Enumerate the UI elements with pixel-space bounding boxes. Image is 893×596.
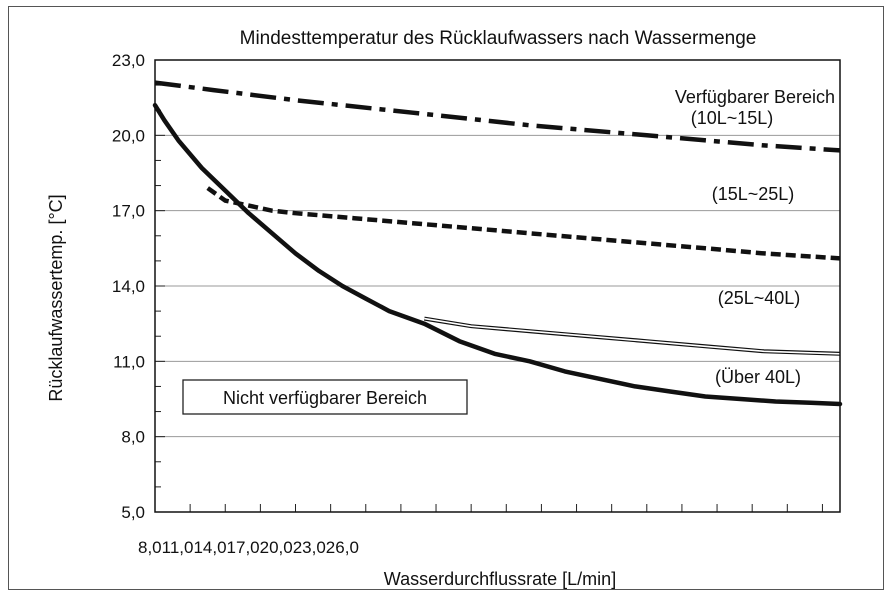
y-tick-label: 20,0 bbox=[111, 126, 145, 146]
series-lines bbox=[155, 83, 840, 404]
annotation-range-10-15: (10L~15L) bbox=[690, 108, 774, 128]
y-tick-label: 14,0 bbox=[111, 277, 145, 296]
x-axis-label: Wasserdurchflussrate [L/min] bbox=[383, 569, 617, 589]
y-tick-label: 23,0 bbox=[111, 51, 145, 70]
y-axis-label: Rücklaufwassertemp. [°C] bbox=[46, 194, 66, 402]
series-line-over-40 bbox=[155, 105, 840, 404]
y-tick-label: 17,0 bbox=[111, 201, 145, 221]
y-tick-labels bbox=[112, 51, 145, 522]
annotation-range-25-40: (25L~40L) bbox=[717, 288, 801, 308]
series-line-25-40 bbox=[424, 319, 840, 354]
y-tick-label: 5,0 bbox=[121, 503, 145, 522]
annotation-available-title: Verfügbarer Bereich bbox=[674, 87, 835, 107]
chart-title: Mindesttemperatur des Rücklaufwassers nach Wassermenge bbox=[239, 28, 757, 49]
x-minor-ticks bbox=[190, 504, 822, 512]
y-tick-label: 11,0 bbox=[113, 352, 145, 372]
annotation-range-over-40: (Über 40L) bbox=[714, 367, 802, 387]
y-tick-label: 8,0 bbox=[121, 427, 145, 447]
x-tick-labels: 8,011,014,017,020,023,026,0 bbox=[138, 538, 359, 557]
annotation-unavailable: Nicht verfügbarer Bereich bbox=[222, 388, 428, 408]
series-line-25-40-inner bbox=[424, 319, 840, 354]
annotation-range-15-25: (15L~25L) bbox=[711, 184, 795, 204]
